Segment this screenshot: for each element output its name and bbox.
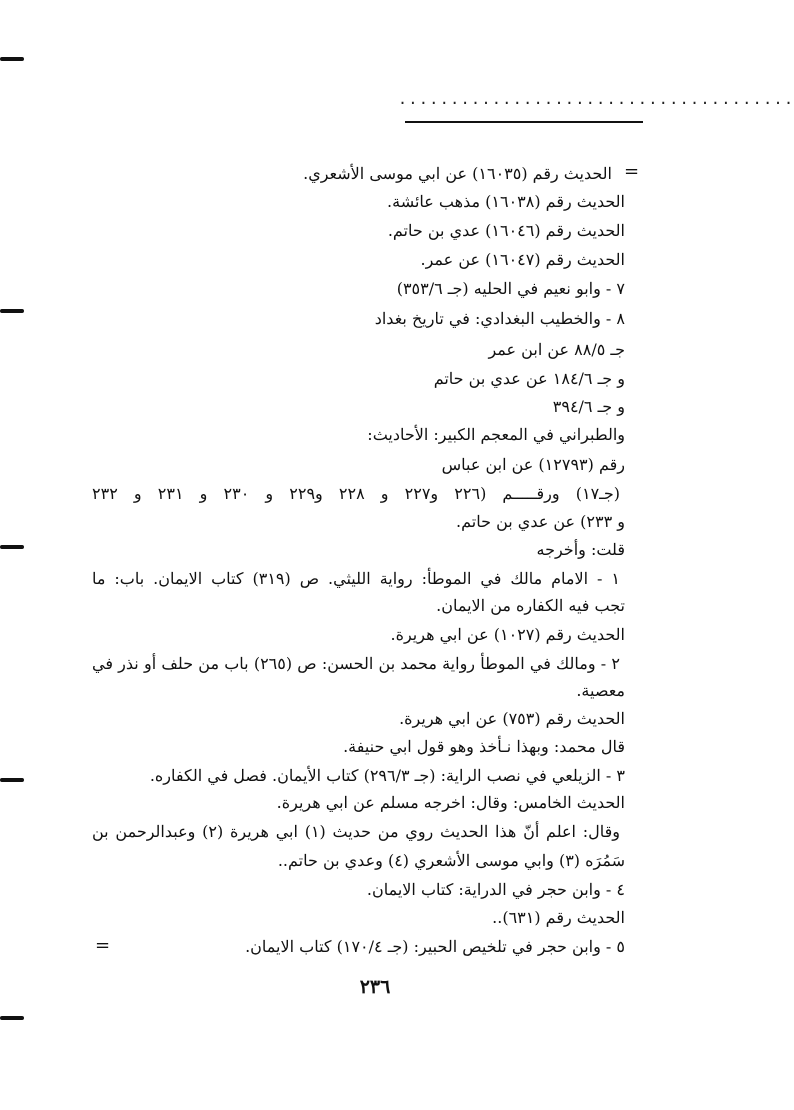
- text-line: و جـ ٣٩٤/٦: [552, 397, 625, 416]
- text-line: الحديث رقم (١٠٢٧) عن ابي هريرة.: [390, 625, 625, 644]
- text-line: الحديث رقم (١٦٠٣٨) مذهب عائشة.: [387, 192, 625, 211]
- text-line: و جـ ١٨٤/٦ عن عدي بن حاتم: [433, 369, 625, 388]
- text-line: ١ - الامام مالك في الموطأ: رواية الليثي. ص (٣١٩) كتاب الايمان. باب: ما: [92, 569, 620, 588]
- page-number: ٢٣٦: [359, 976, 391, 998]
- text-line: ٥ - وابن حجر في تلخيص الحبير: (جـ ١٧٠/٤) كتاب الايمان.: [245, 937, 625, 956]
- text-line: جـ ٨٨/٥ عن ابن عمر: [488, 340, 625, 359]
- text-line: قلت: وأخرجه: [536, 540, 625, 559]
- text-line: الحديث الخامس: وقال: اخرجه مسلم عن ابي هريرة.: [276, 793, 625, 812]
- text-line: والطبراني في المعجم الكبير: الأحاديث:: [367, 425, 625, 444]
- header-dotted-line: ......................................: [398, 90, 794, 108]
- text-line: وقال: اعلم أنّ هذا الحديث روي من حديث (١) ابي هريرة (٢) وعبدالرحمن بن: [92, 822, 621, 841]
- text-line: و ٢٣٣) عن عدي بن حاتم.: [456, 512, 625, 531]
- margin-mark: [0, 57, 24, 61]
- margin-mark: [0, 545, 24, 549]
- text-line: تجب فيه الكفاره من الايمان.: [436, 596, 625, 615]
- margin-mark: [0, 309, 24, 313]
- text-line: ٧ - وابو نعيم في الحليه (جـ ٣٥٣/٦): [396, 279, 625, 298]
- text-line: قال محمد: وبهذا نـأخذ وهو قول ابي حنيفة.: [343, 737, 625, 756]
- text-line: الحديث رقم (١٦٠٤٧) عن عمر.: [420, 250, 625, 269]
- text-line: سَمُرَه (٣) وابي موسى الأشعري (٤) وعدي بن حاتم..: [277, 851, 625, 870]
- text-line: ٣ - الزيلعي في نصب الراية: (جـ ٢٩٦/٣) كتاب الأيمان. فصل في الكفاره.: [149, 766, 625, 785]
- text-line: رقم (١٢٧٩٣) عن ابن عباس: [441, 455, 625, 474]
- text-line: الحديث رقم (١٦٠٤٦) عدي بن حاتم.: [387, 221, 625, 240]
- continuation-mark-top: =: [624, 161, 640, 182]
- text-line: ٨ - والخطيب البغدادي: في تاريخ بغداد: [374, 309, 625, 328]
- text-line: الحديث رقم (٦٣١)..: [492, 908, 625, 927]
- text-line: الحديث رقم (١٦٠٣٥) عن ابي موسى الأشعري.: [303, 164, 612, 183]
- header-rule: [405, 121, 643, 123]
- continuation-mark-bottom: =: [95, 935, 111, 956]
- margin-mark: [0, 1016, 24, 1020]
- text-line: معصية.: [576, 681, 625, 700]
- text-line: ٤ - وابن حجر في الدراية: كتاب الايمان.: [366, 880, 625, 899]
- margin-mark: [0, 778, 24, 782]
- text-line: (جـ١٧) ورقـــــم (٢٢٦ و٢٢٧ و ٢٢٨ و٢٢٩ و ٢٣٠ و ٢٣١ و ٢٣٢: [92, 484, 620, 503]
- text-line: الحديث رقم (٧٥٣) عن ابي هريرة.: [399, 709, 625, 728]
- text-line: ٢ - ومالك في الموطأ رواية محمد بن الحسن: ص (٢٦٥) باب من حلف أو نذر في: [92, 654, 620, 673]
